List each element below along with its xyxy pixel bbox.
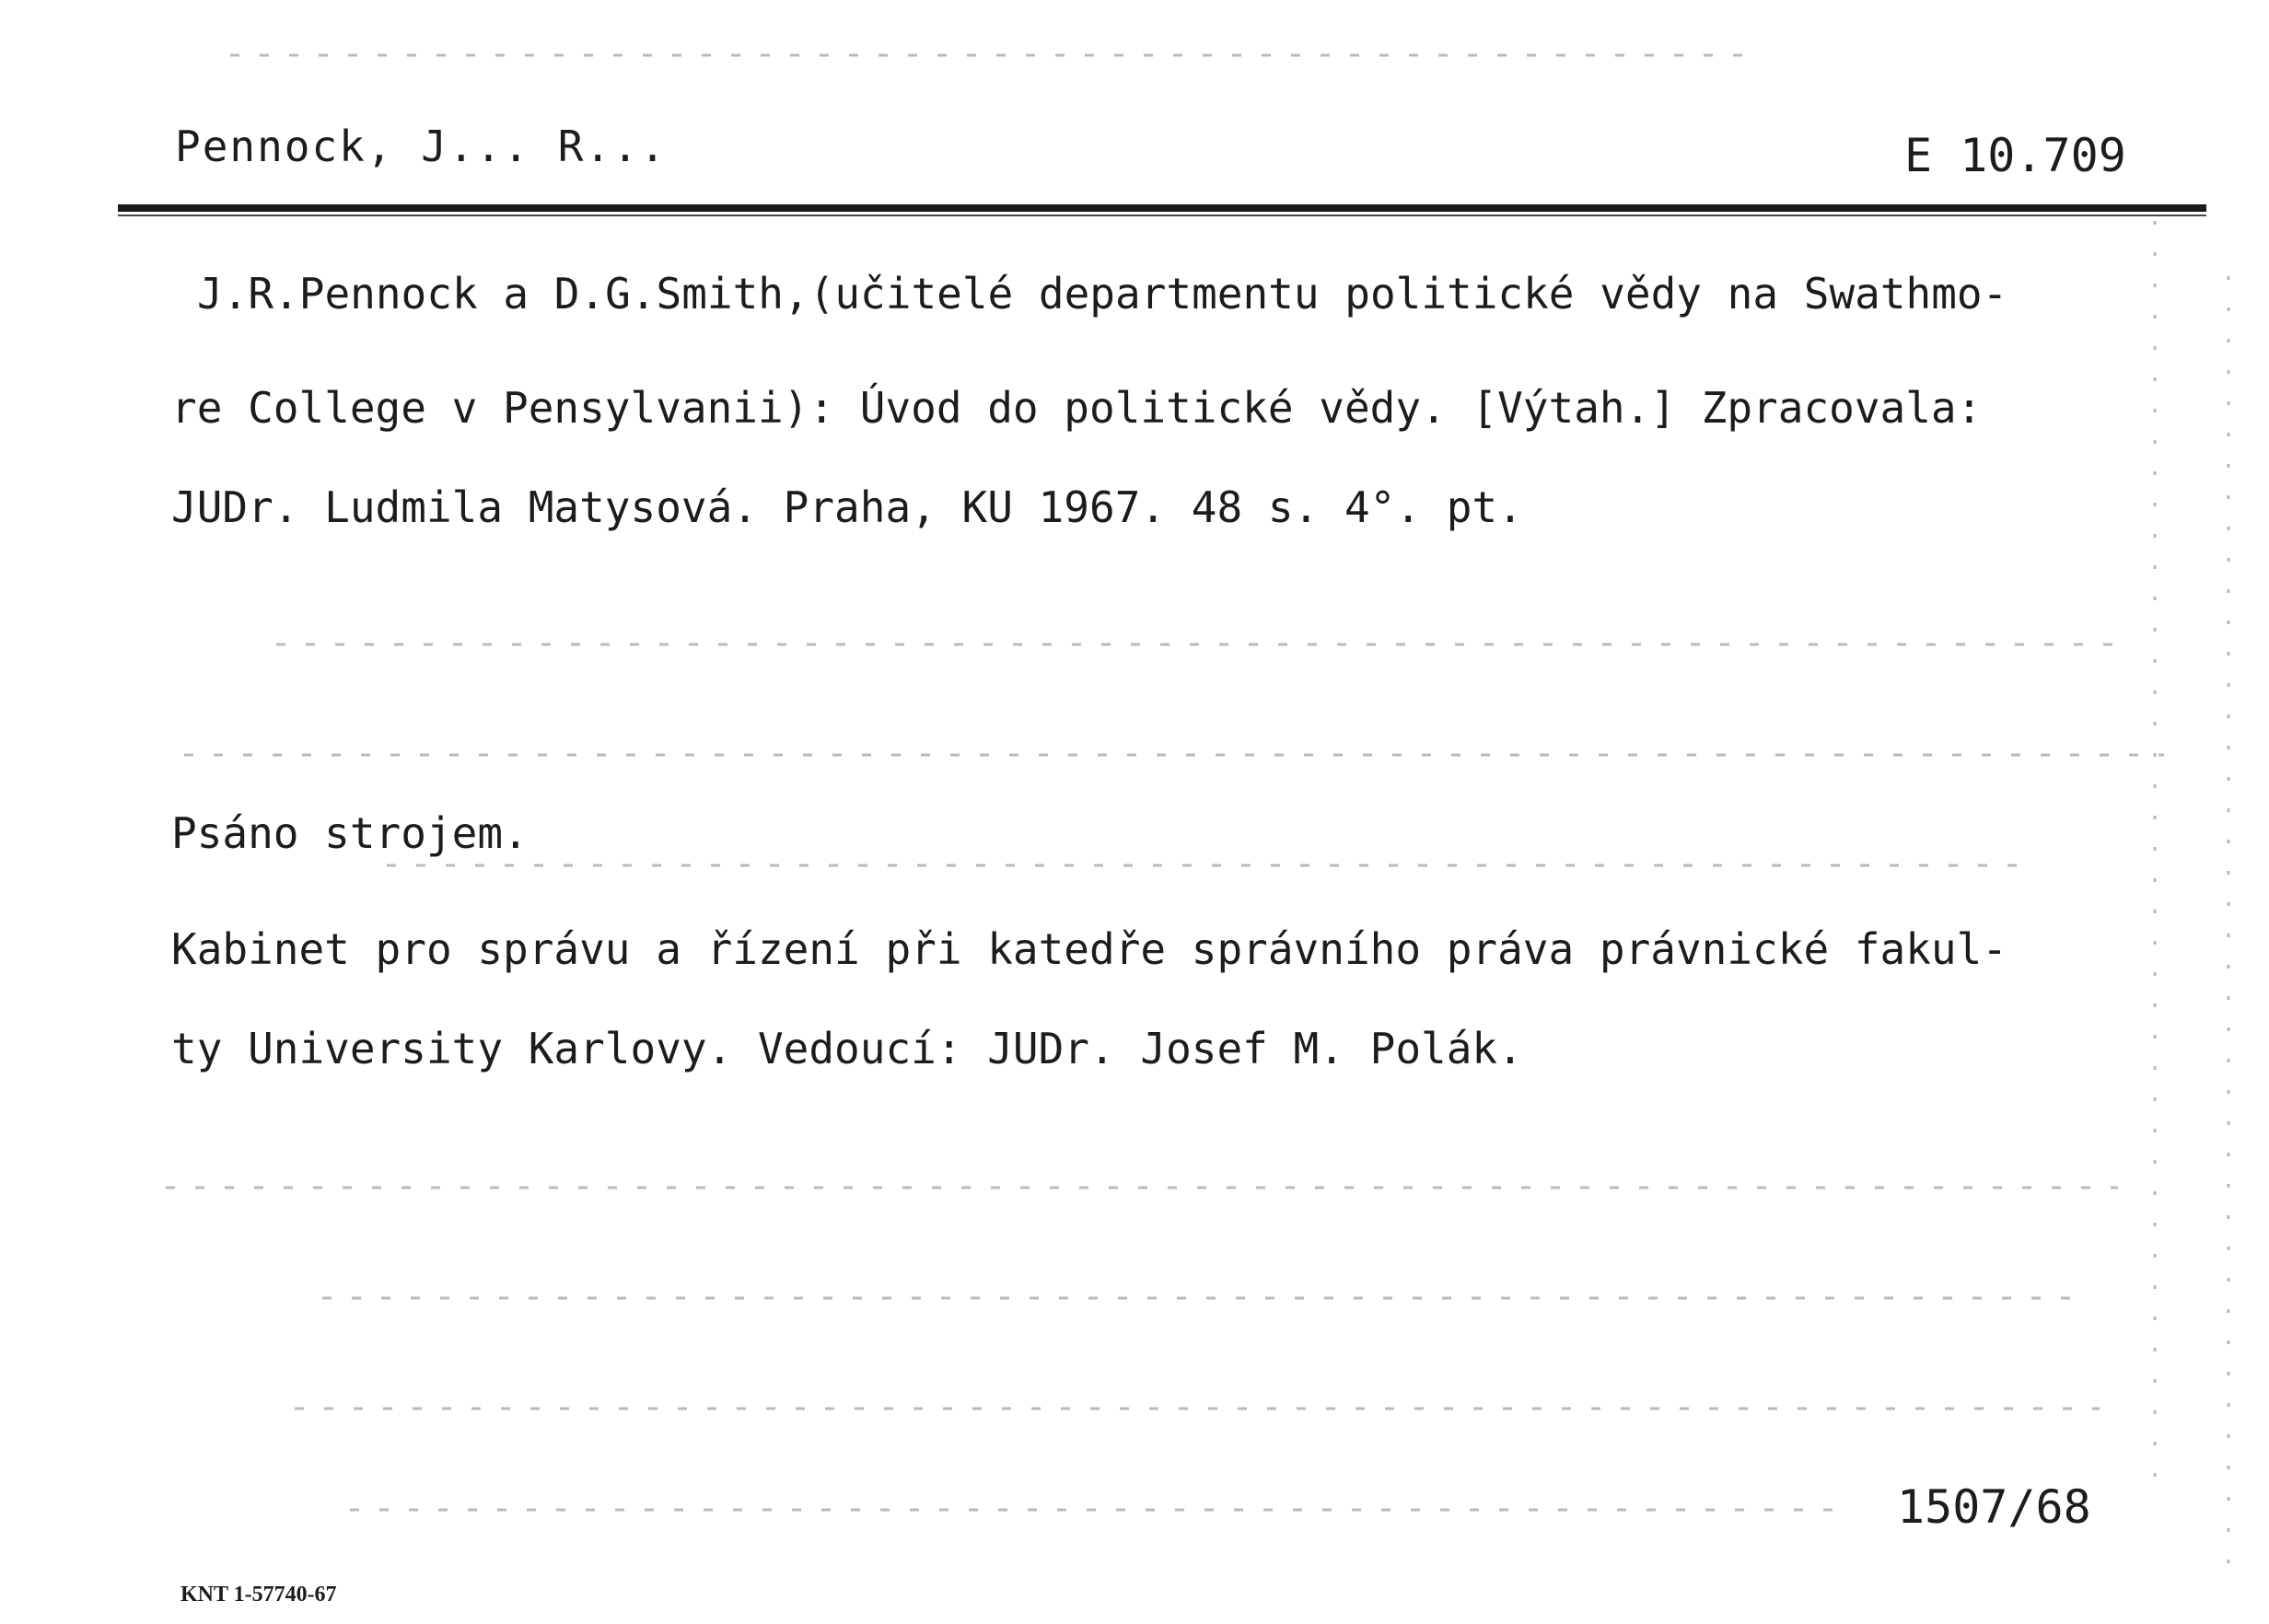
citation-line: JUDr. Ludmila Matysová. Praha, KU 1967. 48 s. 4°. pt. [171,482,1523,532]
institution-line: ty University Karlovy. Vedoucí: JUDr. Josef M. Polák. [171,1024,1523,1073]
shelf-signature: E 10.709 [1904,129,2126,182]
format-note: Psáno strojem. [171,808,529,858]
card-heading-author: Pennock, J... R... [175,122,668,171]
institution-line: Kabinet pro správu a řízení při katedře správního práva právnické fakul- [171,924,2007,974]
printer-mark: KNT 1-57740-67 [180,1583,337,1607]
accession-number: 1507/68 [1897,1480,2091,1534]
citation-line: J.R.Pennock a D.G.Smith,(učitelé departmentu politické vědy na Swathmo- [197,269,2008,319]
citation-line: re College v Pensylvanii): Úvod do politické vědy. [Výtah.] Zpracovala: [171,383,1983,433]
